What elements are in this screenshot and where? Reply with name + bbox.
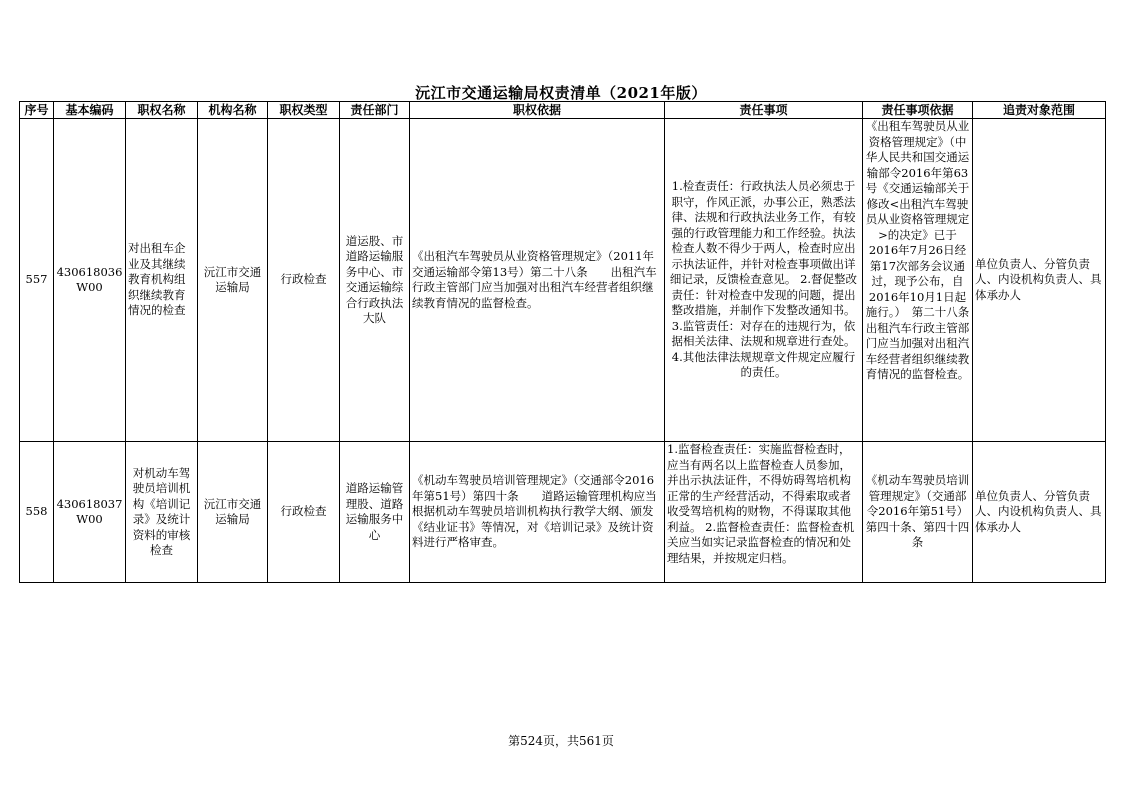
header-seq: 序号	[20, 102, 54, 119]
cell-type: 行政检查	[268, 442, 340, 583]
header-accountability: 追责对象范围	[973, 102, 1106, 119]
cell-org: 沅江市交通运输局	[198, 442, 268, 583]
header-org: 机构名称	[198, 102, 268, 119]
header-dept: 责任部门	[340, 102, 410, 119]
header-name: 职权名称	[126, 102, 198, 119]
header-matters-basis: 责任事项依据	[863, 102, 973, 119]
cell-seq: 558	[20, 442, 54, 583]
table-row	[20, 119, 1106, 442]
cell-code: 430618037W00	[54, 442, 126, 583]
header-code: 基本编码	[54, 102, 126, 119]
header-type: 职权类型	[268, 102, 340, 119]
cell-basis: 《出租汽车驾驶员从业资格管理规定》（2011年交通运输部令第13号）第二十八条 出租汽车行政主管部门应当加强对出租汽车经营者组织继续教育情况的监督检查。	[410, 119, 665, 442]
cell-matters-text: 1.监督检查责任：实施监督检查时，应当有两名以上监督检查人员参加，并出示执法证件，不得妨碍驾培机构正常的生产经营活动，不得索取或者收受驾培机构的财物，不得谋取其他利益。 2.监督检查责任：监督检查机关应当如实记录监督检查的情况和处理结果，并按规定归档。	[667, 442, 855, 565]
cell-dept: 道路运输管理股、道路运输服务中心	[340, 442, 410, 583]
cell-type: 行政检查	[268, 119, 340, 442]
cell-matters-basis-text: 《出租车驾驶员从业资格管理规定》（中华人民共和国交通运输部令2016年第63号《交通运输部关于修改<出租汽车驾驶员从业资格管理规定>的决定》已于2016年7月26日经第17次部务会议通过，现予公布，自2016年10月1日起施行。） 第二十八条 出租汽车行政主管部门应当加强对出租汽车经营者组织继续教育情况的监督检查。	[865, 119, 993, 381]
page-title: 沅江市交通运输局权责清单（2021年版）	[415, 84, 707, 102]
cell-dept: 道运股、市道路运输服务中心、市交通运输综合行政执法大队	[340, 119, 410, 442]
cell-matters	[665, 119, 863, 442]
page-footer: 第524页，共561页	[508, 734, 614, 748]
cell-basis: 《机动车驾驶员培训管理规定》（交通部令2016年第51号）第四十条 道路运输管理机构应当根据机动车驾驶员培训机构执行教学大纲、颁发《结业证书》等情况，对《培训记录》及统计资料进行严格审查。	[410, 442, 665, 583]
cell-matters-text: 1.检查责任：行政执法人员必须忠于职守，作风正派，办事公正，熟悉法律、法规和行政执法业务工作，有较强的行政管理能力和工作经验。执法检查人数不得少于两人，检查时应出示执法证件，并针对检查事项做出详细记录，反馈检查意见。 2.督促整改责任：针对检查中发现的问题，提出整改措施，并制作下发整改通知书。 3.监管责任：对存在的违规行为，依据相关法律、法规和规章进行查处。 4.其他法律法规规章文件规定应履行的责任。	[669, 179, 858, 380]
cell-matters	[665, 442, 863, 583]
cell-name: 对出租车企业及其继续教育机构组织继续教育情况的检查	[126, 119, 198, 442]
cell-matters-basis	[863, 119, 993, 442]
cell-name: 对机动车驾驶员培训机构《培训记录》及统计资料的审核检查	[126, 442, 198, 583]
cell-seq: 557	[20, 119, 54, 442]
header-basis: 职权依据	[410, 102, 665, 119]
table-header-row	[20, 102, 1106, 119]
cell-accountability: 单位负责人、分管负责人、内设机构负责人、具体承办人	[973, 442, 1106, 583]
header-matters: 责任事项	[665, 102, 863, 119]
cell-org: 沅江市交通运输局	[198, 119, 268, 442]
cell-accountability: 单位负责人、分管负责人、内设机构负责人、具体承办人	[973, 119, 1106, 442]
responsibility-table	[19, 101, 1106, 583]
cell-code: 430618036W00	[54, 119, 126, 442]
cell-matters-basis: 《机动车驾驶员培训管理规定》（交通部令2016年第51号）第四十条、第四十四条	[863, 442, 973, 583]
table-row	[20, 442, 1106, 583]
